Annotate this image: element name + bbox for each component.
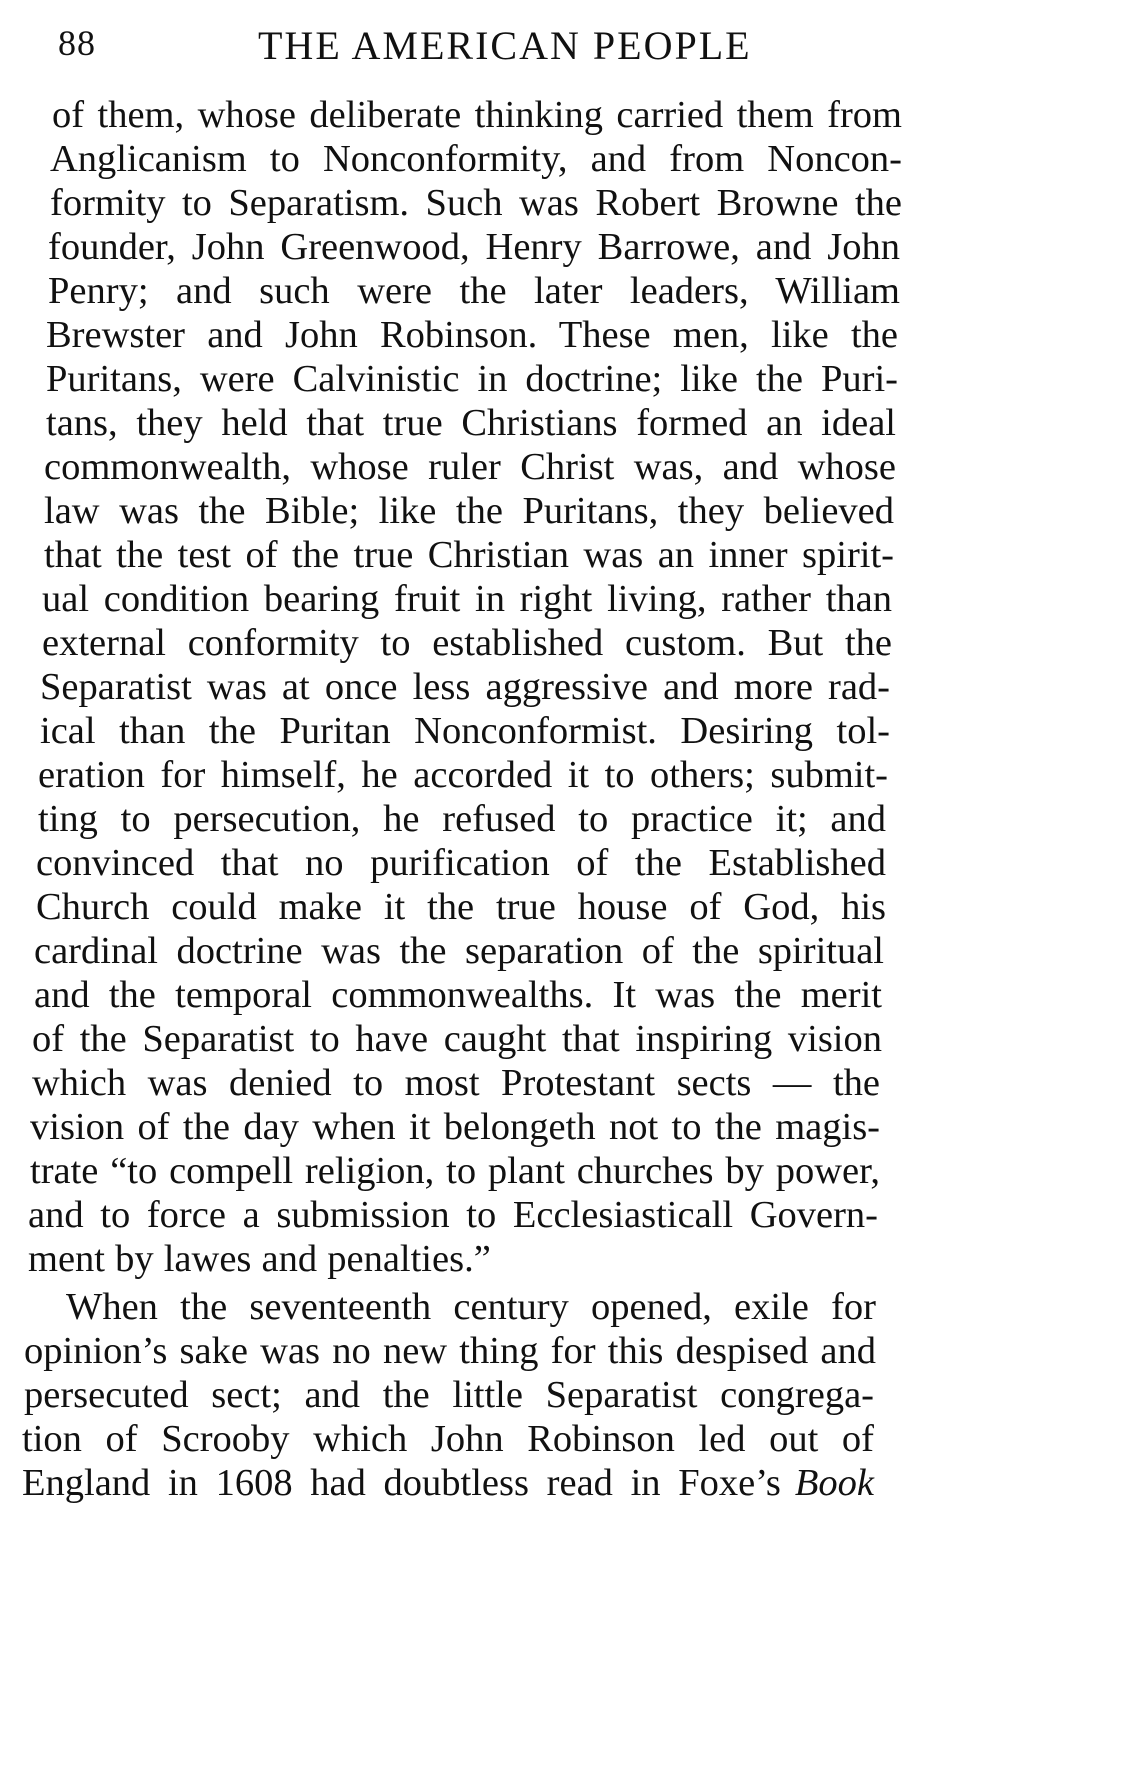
text-line: Brewster and John Robinson. These men, like the <box>46 314 898 356</box>
text-line: external conformity to established custom. But the <box>42 622 892 664</box>
text-line: commonwealth, whose ruler Christ was, and whose <box>44 446 896 488</box>
text-line: ual condition bearing fruit in right living, rather than <box>42 578 892 620</box>
text-line: vision of the day when it belongeth not to the magis- <box>30 1106 880 1148</box>
text-line: tans, they held that true Christians formed an ideal <box>46 402 896 444</box>
text-line: which was denied to most Protestant sects — the <box>32 1062 880 1104</box>
text-line: that the test of the true Christian was an inner spirit- <box>44 534 894 576</box>
text-line: ting to persecution, he refused to practice it; and <box>38 798 886 840</box>
text-line: Penry; and such were the later leaders, William <box>48 270 900 312</box>
text-line: persecuted sect; and the little Separatist congrega- <box>24 1374 874 1416</box>
text-line: law was the Bible; like the Puritans, they believed <box>44 490 894 532</box>
text-line: When the seventeenth century opened, exile for <box>66 1286 876 1328</box>
text-line: founder, John Greenwood, Henry Barrowe, and John <box>48 226 900 268</box>
page-number: 88 <box>58 23 96 63</box>
text-line: Separatist was at once less aggressive and more rad- <box>40 666 890 708</box>
text-line: ical than the Puritan Nonconformist. Desiring tol- <box>40 710 890 752</box>
running-head: THE AMERICAN PEOPLE <box>258 23 752 68</box>
text-line: and the temporal commonwealths. It was the merit <box>34 974 882 1016</box>
text-line: eration for himself, he accorded it to others; submit- <box>38 754 888 796</box>
text-line: of them, whose deliberate thinking carried them from <box>52 94 902 136</box>
text-line: Anglicanism to Nonconformity, and from Noncon- <box>50 138 902 180</box>
text-line: Puritans, were Calvinistic in doctrine; like the Puri- <box>46 358 898 400</box>
text-line: and to force a submission to Ecclesiasticall Govern- <box>28 1194 878 1236</box>
text-line: formity to Separatism. Such was Robert Browne the <box>50 182 902 224</box>
text-line-final <box>22 1460 874 1506</box>
text-line: Church could make it the true house of God, his <box>36 886 886 928</box>
text-line: trate “to compell religion, to plant churches by power, <box>30 1150 880 1192</box>
text-line: cardinal doctrine was the separation of the spiritual <box>34 930 884 972</box>
text-line: convinced that no purification of the Established <box>36 842 886 884</box>
text-line: ment by lawes and penalties.” <box>28 1238 491 1280</box>
italic-word: Book <box>794 1462 874 1504</box>
text-line: tion of Scrooby which John Robinson led out of <box>22 1418 874 1460</box>
page-header <box>58 20 1018 76</box>
text-line: England in 1608 had doubtless read in Foxe’s <box>22 1462 781 1504</box>
text-line: of the Separatist to have caught that inspiring vision <box>32 1018 882 1060</box>
text-line: opinion’s sake was no new thing for this despised and <box>24 1330 876 1372</box>
